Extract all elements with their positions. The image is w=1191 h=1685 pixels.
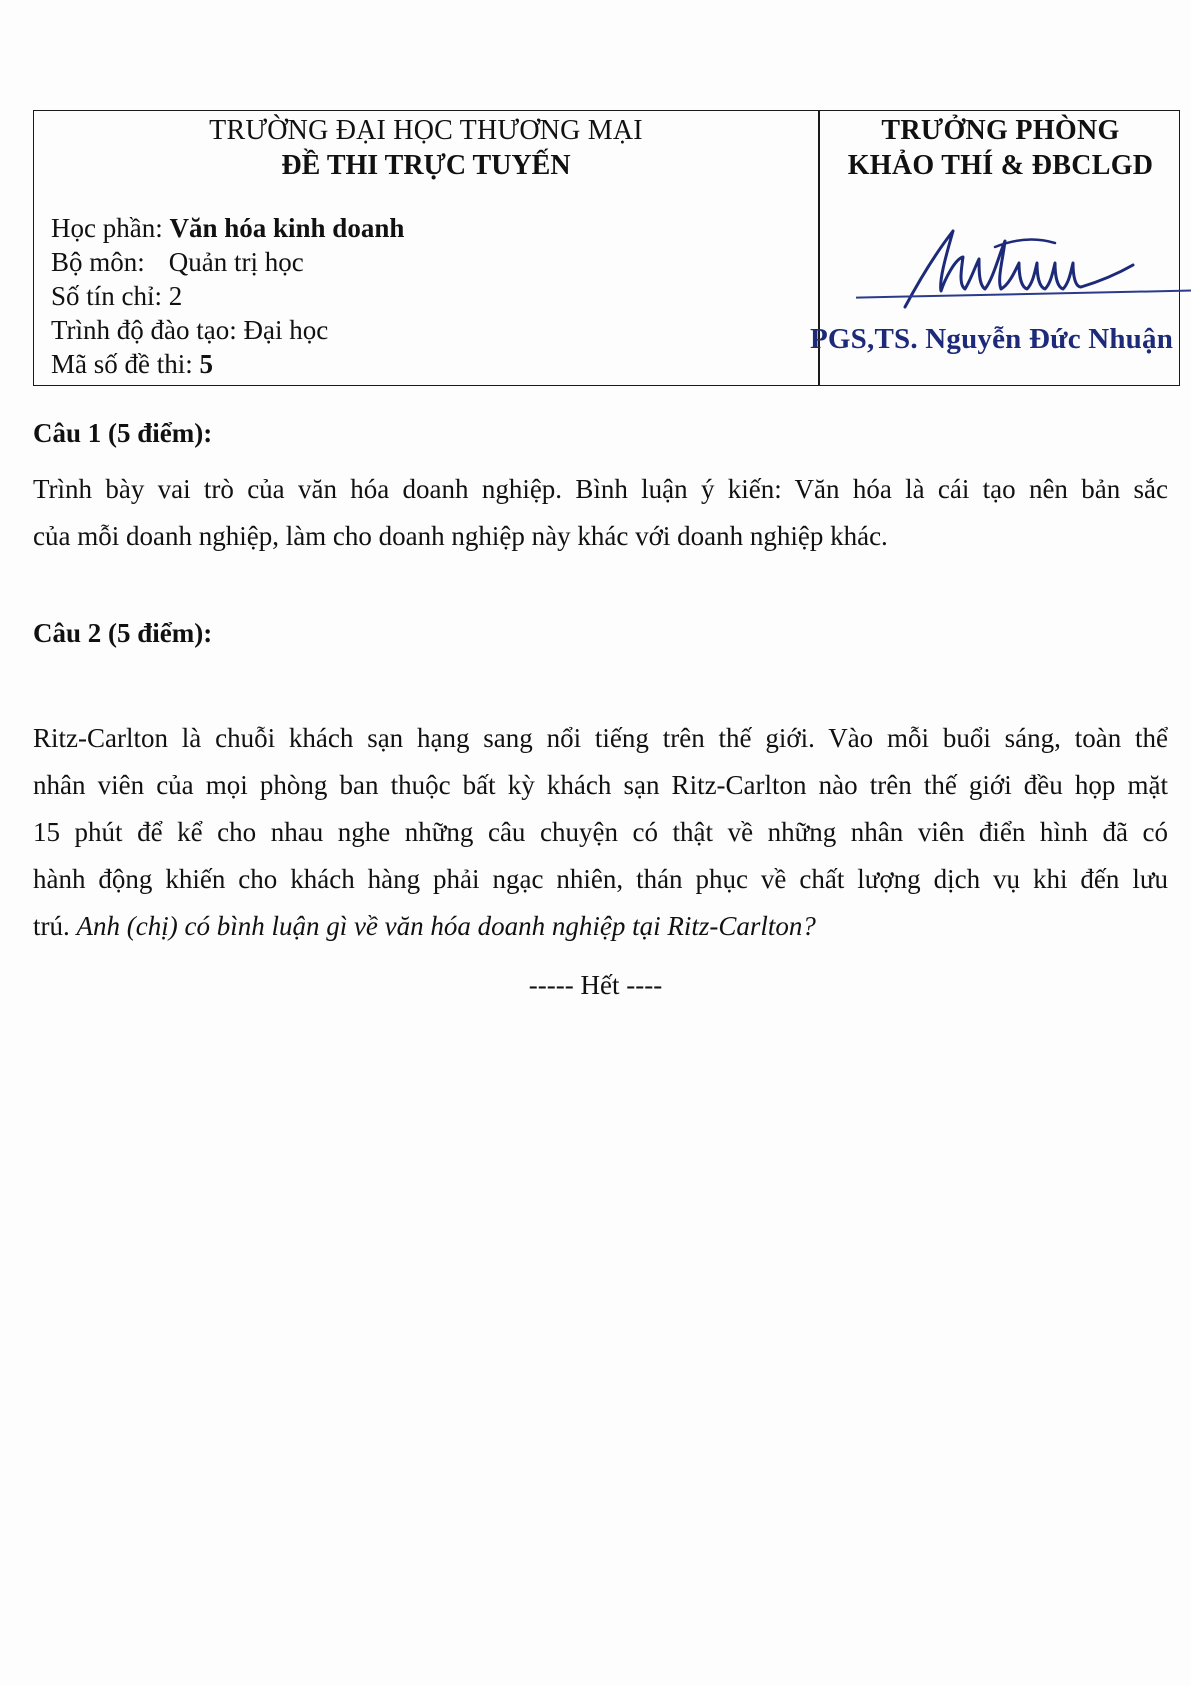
level-label: Trình độ đào tạo: bbox=[51, 315, 244, 345]
exam-title: ĐỀ THI TRỰC TUYẾN bbox=[281, 150, 571, 181]
question-1-line: của mỗi doanh nghiệp, làm cho doanh nghiệp này khác với doanh nghiệp khác. bbox=[33, 521, 888, 551]
exam-code-value: 5 bbox=[199, 349, 213, 379]
course-value: Văn hóa kinh doanh bbox=[169, 213, 405, 243]
office-title-line2: KHẢO THÍ & ĐBCLGD bbox=[847, 150, 1154, 181]
end-marker: ----- Hết ---- bbox=[528, 970, 663, 1000]
course-line bbox=[51, 213, 404, 244]
question-1-title: Câu 1 (5 điểm): bbox=[33, 418, 213, 448]
question-1-body bbox=[33, 474, 1168, 568]
school-name: TRƯỜNG ĐẠI HỌC THƯƠNG MẠI bbox=[209, 115, 643, 146]
level-value: Đại học bbox=[243, 315, 329, 345]
credits-line bbox=[51, 281, 182, 312]
question-2-prompt: Anh (chị) có bình luận gì về văn hóa doanh nghiệp tại Ritz-Carlton? bbox=[76, 911, 816, 941]
question-2-title: Câu 2 (5 điểm): bbox=[33, 618, 213, 648]
exam-info-column bbox=[34, 111, 818, 385]
question-2-line: Ritz-Carlton là chuỗi khách sạn hạng sang nổi tiếng trên thế giới. Vào mỗi buổi sáng, toàn thể bbox=[33, 723, 1168, 753]
credits-value: 2 bbox=[168, 281, 183, 311]
question-2-line: nhân viên của mọi phòng ban thuộc bất kỳ khách sạn Ritz-Carlton nào trên thế giới đều họp mặt bbox=[33, 770, 1168, 800]
department-value: Quản trị học bbox=[168, 247, 304, 277]
question-2-line: 15 phút để kể cho nhau nghe những câu chuyện có thật về những nhân viên điển hình đã có bbox=[33, 817, 1168, 847]
exam-code-line bbox=[51, 349, 213, 380]
signature-image bbox=[875, 219, 1135, 324]
office-title-line1: TRƯỞNG PHÒNG bbox=[881, 115, 1120, 146]
exam-header-table bbox=[33, 110, 1180, 386]
credits-label: Số tín chỉ: bbox=[51, 281, 169, 311]
question-2-line: hành động khiến cho khách hàng phải ngạc nhiên, thán phục về chất lượng dịch vụ khi đến lưu bbox=[33, 864, 1168, 894]
question-2-body bbox=[33, 723, 1168, 958]
course-label: Học phần: bbox=[51, 213, 170, 243]
department-label: Bộ môn: bbox=[51, 247, 145, 277]
level-line bbox=[51, 315, 328, 346]
question-1-line: Trình bày vai trò của văn hóa doanh nghiệp. Bình luận ý kiến: Văn hóa là cái tạo nên bản sắc bbox=[33, 474, 1168, 504]
question-2-last-line bbox=[33, 911, 1168, 958]
approval-column bbox=[810, 111, 1181, 385]
department-line bbox=[51, 247, 304, 278]
exam-code-label: Mã số đề thi: bbox=[51, 349, 200, 379]
signer-name: PGS,TS. Nguyễn Đức Nhuận bbox=[810, 323, 1174, 355]
question-2-last-plain: trú. bbox=[33, 911, 77, 941]
